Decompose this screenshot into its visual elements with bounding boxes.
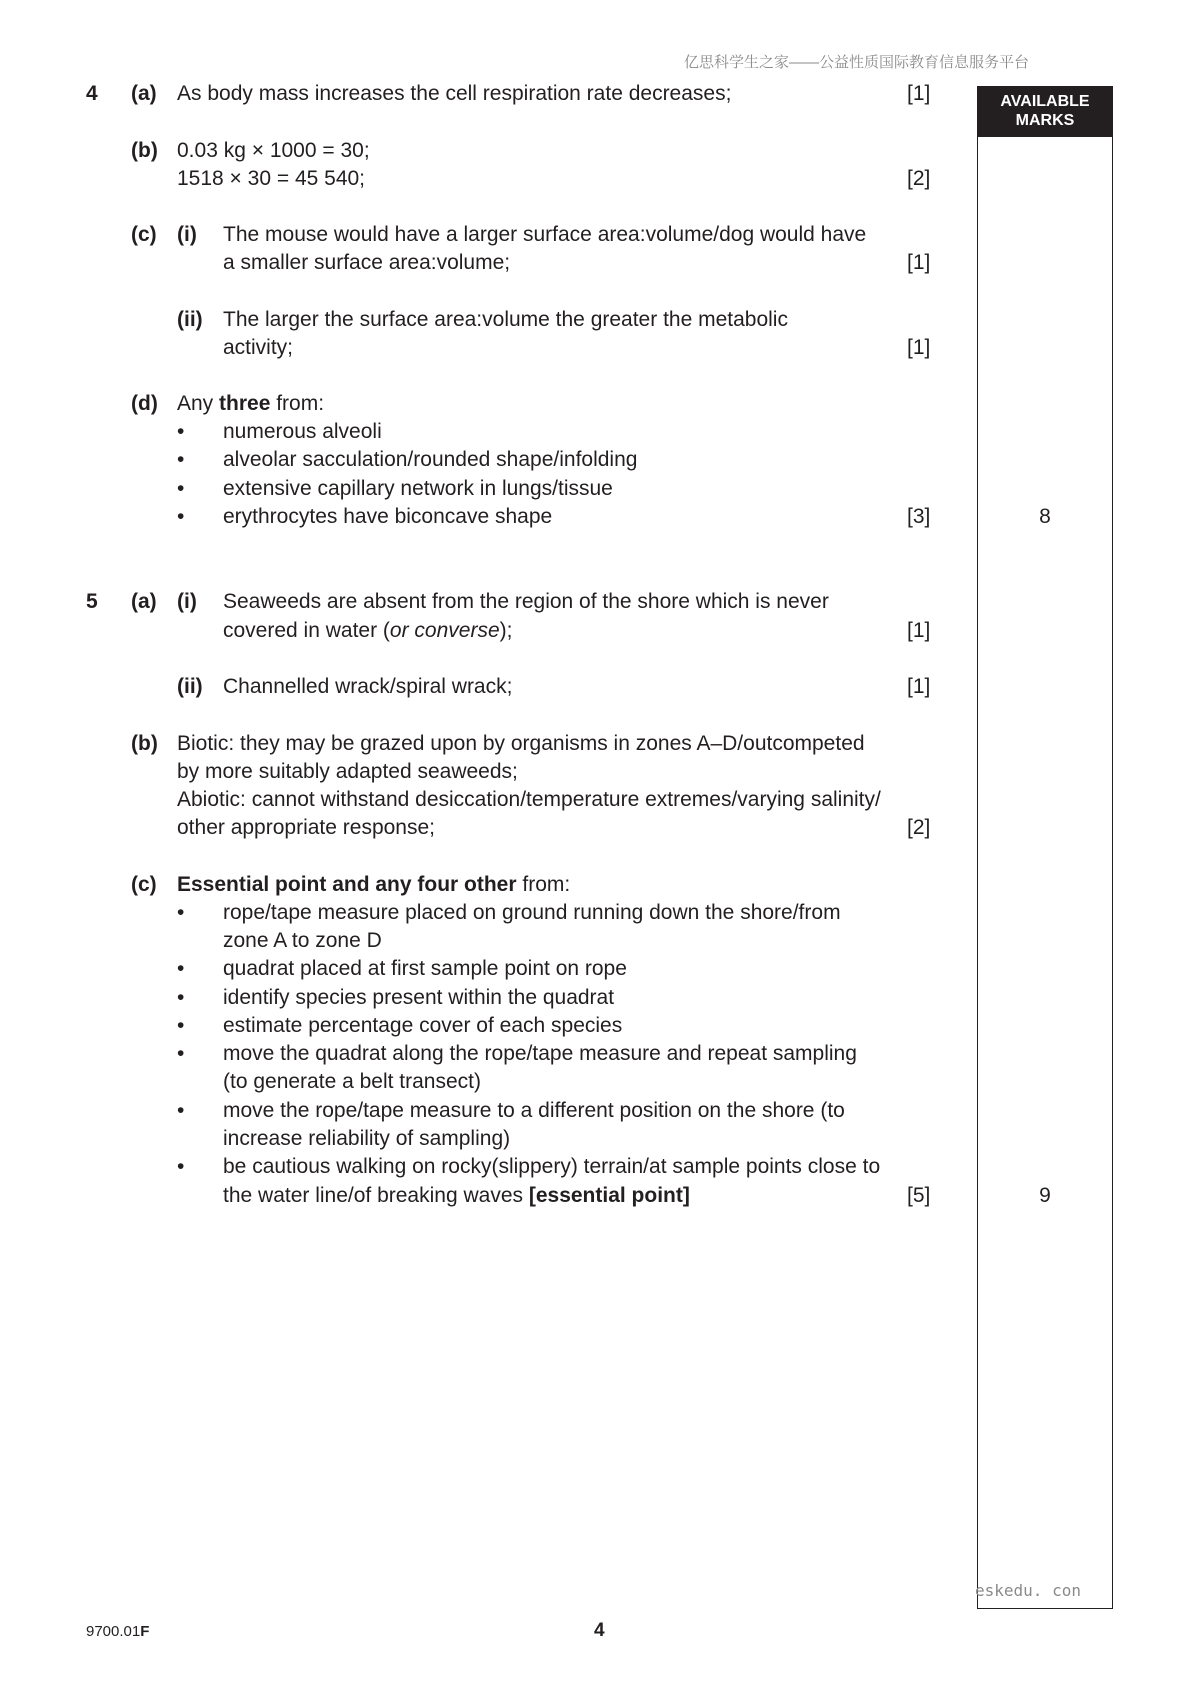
q5c-bullet-1-line1: rope/tape measure placed on ground running down the shore/from [223, 901, 841, 924]
q4cii-line2: activity; [223, 336, 294, 359]
q4a-label: (a) [131, 82, 157, 105]
q5-number: 5 [86, 590, 98, 613]
q5c-label: (c) [131, 873, 157, 896]
q4cii-line1: The larger the surface area:volume the greater the metabolic [223, 308, 788, 331]
q5ai-line2-pre: covered in water ( [223, 619, 390, 642]
q4a-mark: [1] [907, 82, 931, 105]
q5-total-marks: 9 [1039, 1184, 1051, 1207]
q4d-intro-post: from: [270, 392, 325, 415]
q4ci-label: (i) [177, 223, 197, 246]
q5c-bullet-7-line2 [223, 1182, 690, 1210]
paper-code [86, 1622, 149, 1642]
q5c-last-line-pre: the water line/of breaking waves [223, 1184, 529, 1207]
q4d-label: (d) [131, 392, 158, 415]
q4d-intro [177, 390, 324, 418]
q5c-bullet-1-line2: zone A to zone D [223, 929, 382, 952]
q5c-bullet-3: identify species present within the quadrat [223, 986, 615, 1009]
q4b-line2: 1518 × 30 = 45 540; [177, 167, 366, 190]
q5c-bullet-5-line1: move the quadrat along the rope/tape measure and repeat sampling [223, 1042, 857, 1065]
q4d-intro-pre: Any [177, 392, 220, 415]
q5c-intro [177, 871, 570, 899]
header-watermark: 亿思科学生之家——公益性质国际教育信息服务平台 [684, 54, 1030, 71]
q4-total-marks: 8 [1039, 505, 1051, 528]
q4d-bullet-icon: • [177, 420, 185, 443]
q5b-line2: by more suitably adapted seaweeds; [177, 760, 518, 783]
q5a-label: (a) [131, 590, 157, 613]
q4b-label: (b) [131, 139, 158, 162]
q5ai-line1: Seaweeds are absent from the region of the shore which is never [223, 590, 829, 613]
q5c-bullet-7-line1: be cautious walking on rocky(slippery) terrain/at sample points close to [223, 1155, 881, 1178]
q4a-text: As body mass increases the cell respiration rate decreases; [177, 82, 732, 105]
q5c-intro-post: from: [516, 873, 571, 896]
q5c-mark: [5] [907, 1184, 931, 1207]
q4-number: 4 [86, 82, 98, 105]
q5c-bullet-4: estimate percentage cover of each species [223, 1014, 623, 1037]
q5c-bullet-icon: • [177, 1042, 185, 1065]
q4d-bullet-2: alveolar sacculation/rounded shape/infolding [223, 448, 638, 471]
q4ci-line1: The mouse would have a larger surface area:volume/dog would have [223, 223, 867, 246]
q4d-bullet-4: erythrocytes have biconcave shape [223, 505, 553, 528]
q5c-bullet-icon: • [177, 1155, 185, 1178]
q4ci-line2: a smaller surface area:volume; [223, 251, 511, 274]
q4d-mark: [3] [907, 505, 931, 528]
available-marks-header [977, 86, 1113, 137]
q5ai-label: (i) [177, 590, 197, 613]
q5aii-text: Channelled wrack/spiral wrack; [223, 675, 513, 698]
marks-header-line1: AVAILABLE [1000, 93, 1090, 110]
marks-header-line2: MARKS [1015, 112, 1075, 129]
q4cii-mark: [1] [907, 336, 931, 359]
q5c-bullet-6-line1: move the rope/tape measure to a different position on the shore (to [223, 1099, 845, 1122]
q4d-bullet-icon: • [177, 448, 185, 471]
q5b-label: (b) [131, 732, 158, 755]
q5c-bullet-icon: • [177, 901, 185, 924]
q4d-bullet-1: numerous alveoli [223, 420, 382, 443]
q4b-line1: 0.03 kg × 1000 = 30; [177, 139, 370, 162]
q5c-bullet-5-line2: (to generate a belt transect) [223, 1070, 481, 1093]
q5c-bullet-icon: • [177, 1014, 185, 1037]
q5aii-label: (ii) [177, 675, 203, 698]
q4cii-label: (ii) [177, 308, 203, 331]
q5ai-line2-post: ); [499, 619, 513, 642]
q5b-line4: other appropriate response; [177, 816, 435, 839]
q5aii-mark: [1] [907, 675, 931, 698]
page-number: 4 [594, 1620, 605, 1641]
q5b-line1: Biotic: they may be grazed upon by organisms in zones A–D/outcompeted [177, 732, 865, 755]
q5c-intro-bold: Essential point and any four other [177, 873, 517, 896]
q5b-mark: [2] [907, 816, 931, 839]
q5b-line3: Abiotic: cannot withstand desiccation/temperature extremes/varying salinity/ [177, 788, 881, 811]
available-marks-column [977, 86, 1113, 1609]
q5c-bullet-icon: • [177, 957, 185, 980]
paper-code-pre: 9700.01 [86, 1623, 141, 1640]
paper-code-bold: F [140, 1623, 150, 1640]
q5c-essential-point: [essential point] [528, 1184, 690, 1207]
website-watermark: eskedu. con [975, 1581, 1081, 1600]
q4d-bullet-3: extensive capillary network in lungs/tissue [223, 477, 613, 500]
q4b-mark: [2] [907, 167, 931, 190]
q5c-bullet-icon: • [177, 986, 185, 1009]
q4d-bullet-icon: • [177, 477, 185, 500]
q5c-bullet-6-line2: increase reliability of sampling) [223, 1127, 511, 1150]
q5c-bullet-icon: • [177, 1099, 185, 1122]
q4d-bullet-icon: • [177, 505, 185, 528]
q5c-bullet-2: quadrat placed at first sample point on rope [223, 957, 627, 980]
q5ai-line2-italic: or converse [389, 619, 500, 642]
q4ci-mark: [1] [907, 251, 931, 274]
q4d-intro-bold: three [219, 392, 271, 415]
q5ai-line2 [223, 617, 512, 645]
q5ai-mark: [1] [907, 619, 931, 642]
q4c-label: (c) [131, 223, 157, 246]
